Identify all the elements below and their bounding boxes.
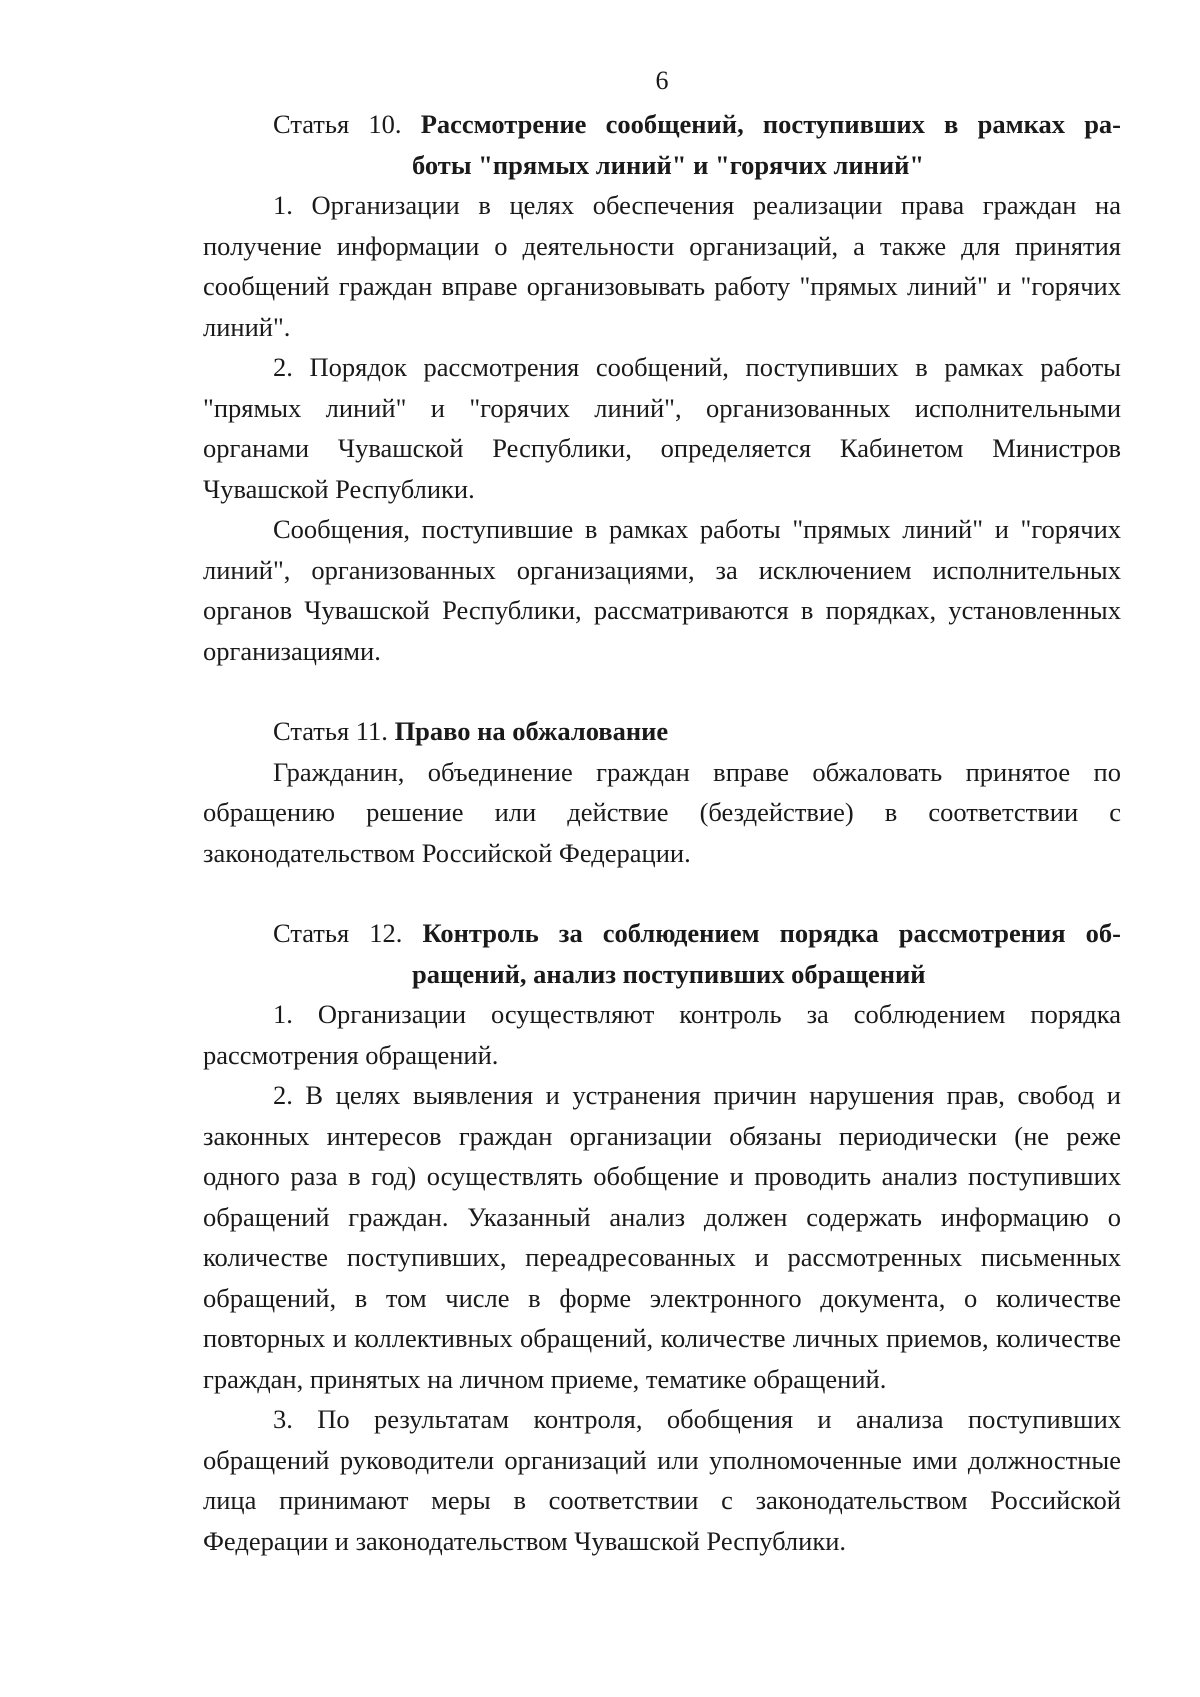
article-12-paragraph-1: 1. Организации осуществляют контроль за соблюдением порядка рассмотрения обращений.	[203, 999, 1121, 1070]
article-11-prefix: Статья 11.	[273, 716, 388, 746]
article-12-prefix: Статья 12.	[273, 918, 403, 948]
article-11-heading	[203, 711, 1121, 752]
section-spacer	[203, 873, 1121, 913]
article-10-paragraph-3: Сообщения, поступившие в рамках работы "прямых линий" и "горячих линий", организованных организациями, за исключением исполнительных органов Чувашской Республики, рассматриваются в порядках, установленных организациями.	[203, 514, 1121, 666]
article-10-title-line-2: боты "прямых линий" и "горячих линий"	[412, 149, 925, 180]
article-11-paragraph-1: Гражданин, объединение граждан вправе обжаловать принятое по обращению решение или действие (бездействие) в соответствии с законодательством Российской Федерации.	[203, 756, 1121, 868]
article-12-paragraph-3: 3. По результатам контроля, обобщения и анализа поступивших обращений руководители организаций или уполномоченные ими должностные лица принимают меры в соответствии с законодательством Российской Федерации и законодательством Чувашской Республики.	[203, 1404, 1121, 1556]
article-11-title: Право на обжалование	[394, 716, 669, 746]
article-12-title-line-1: Контроль за соблюдением порядка рассмотрения об-	[422, 918, 1121, 948]
document-page	[203, 64, 1121, 1561]
article-12-paragraph-2: 2. В целях выявления и устранения причин нарушения прав, свобод и законных интересов граждан организации обязаны периодически (не реже одного раза в год) осуществлять обобщение и проводить анализ поступивших обращений граждан. Указанный анализ должен содержать информацию о количестве поступивших, переадресованных и рассмотренных письменных обращений, в том числе в форме электронного документа, о количестве повторных и коллективных обращений, количестве личных приемов, количестве граждан, принятых на личном приеме, тематике обращений.	[203, 1080, 1121, 1394]
article-12-heading	[203, 913, 1121, 994]
page-number: 6	[655, 66, 669, 95]
article-12-heading-line-1	[273, 913, 1121, 954]
section-spacer	[203, 671, 1121, 711]
article-10-title-line-1: Рассмотрение сообщений, поступивших в рамках ра-	[420, 109, 1122, 139]
article-10-paragraph-1: 1. Организации в целях обеспечения реализации права граждан на получение информации о деятельности организаций, а также для принятия сообщений граждан вправе организовывать работу "прямых линий" и "горячих линий".	[203, 190, 1121, 342]
article-10-heading	[203, 104, 1121, 185]
article-10-heading-line-1	[273, 104, 1121, 145]
article-10-prefix: Статья 10.	[273, 109, 402, 139]
article-10-paragraph-2: 2. Порядок рассмотрения сообщений, поступивших в рамках работы "прямых линий" и "горячих линий", организованных исполнительными органами Чувашской Республики, определяется Кабинетом Министров Чувашской Республики.	[203, 352, 1121, 504]
article-12-title-line-2: ращений, анализ поступивших обращений	[412, 958, 926, 989]
